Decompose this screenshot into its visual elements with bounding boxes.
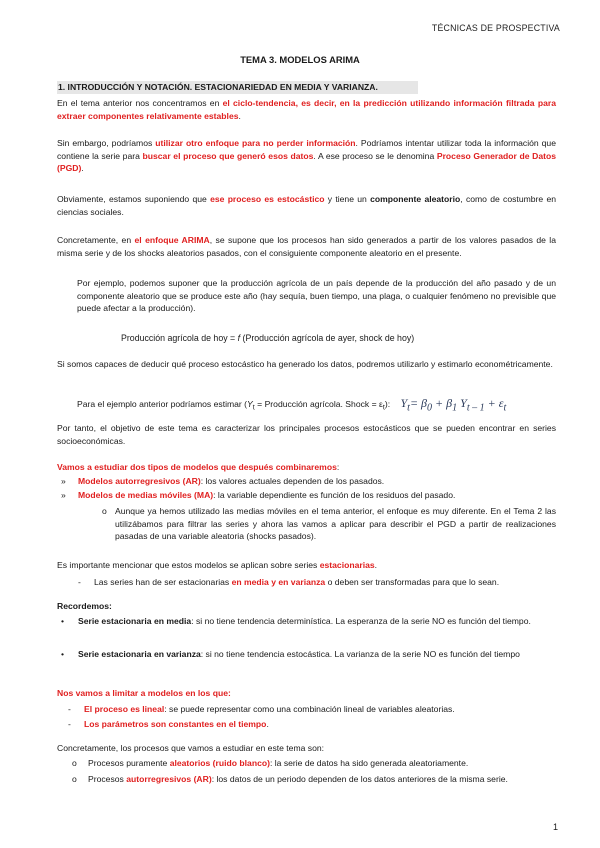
paragraph-3 — [57, 193, 556, 218]
bullet-marker: - — [68, 704, 71, 714]
proc2-text: Procesos — [88, 774, 127, 784]
rec2-label: Serie estacionaria en varianza — [78, 649, 201, 659]
ar-label: Modelos autorregresivos (AR) — [78, 476, 201, 486]
bullet-marker: o — [72, 774, 77, 784]
eq-beta0: β — [421, 396, 428, 410]
p7-y-sub: t — [252, 403, 255, 412]
eq-y: Y — [400, 396, 408, 410]
bullet-marker: • — [61, 616, 65, 626]
dash1-highlight: en media y en varianza — [231, 577, 326, 587]
bullet-marker: o — [102, 506, 107, 516]
formula-right: (Producción agrícola de ayer, shock de hoy) — [240, 333, 415, 343]
p4-end: , se supone que los procesos han sido generados a partir de los valores pasados de la misma serie y de los shocks aleatorios pasados, con el consiguiente componente aleatorio en el presente. — [57, 235, 556, 258]
page-title: TEMA 3. MODELOS ARIMA — [240, 54, 360, 65]
models-intro — [57, 461, 556, 474]
p1-text: En el tema anterior nos concentramos en — [57, 98, 223, 108]
eq-plus2: + — [484, 396, 499, 410]
p7-text-b: = Producción agrícola. Shock = ε — [254, 399, 383, 409]
paragraph-7 — [77, 397, 556, 415]
formula-left: Producción agrícola de hoy = — [121, 333, 238, 343]
eq-sub1: 1 — [452, 402, 458, 414]
p4-text-a: Concretamente, en — [57, 235, 135, 245]
bullet-rec-media — [61, 615, 556, 628]
paragraph-10: Concretamente, los procesos que vamos a estudiar en este tema son: — [57, 743, 325, 753]
lim1-label: El proceso es lineal — [84, 704, 165, 714]
lim2-end: . — [266, 719, 269, 729]
page-number: 1 — [552, 822, 558, 832]
paragraph-4 — [57, 234, 556, 259]
recordemos-heading: Recordemos: — [57, 601, 112, 611]
lim1-desc: : se puede representar como una combinación lineal de variables aleatorias. — [164, 704, 455, 714]
ma-desc: : la variable dependiente es función de los residuos del pasado. — [213, 490, 456, 500]
bullet-ma — [61, 489, 556, 502]
p1-highlight: el ciclo-tendencia, es decir, en la predicción utilizando información filtrada para extraer componentes relativamente estables — [57, 98, 556, 121]
dash1-text: Las series han de ser estacionarias — [94, 577, 232, 587]
p7-e-sub: t — [382, 403, 385, 412]
p9-end: . — [374, 560, 378, 570]
p2-text-a: Sin embargo, podríamos — [57, 138, 156, 148]
bullet-marker: - — [68, 719, 71, 729]
ar-desc: : los valores actuales dependen de los pasados. — [200, 476, 385, 486]
proc1-highlight: aleatorios (ruido blanco) — [169, 758, 270, 768]
eq-sub0: 0 — [427, 402, 433, 414]
ma-label: Modelos de medias móviles (MA) — [78, 490, 214, 500]
ma-sub-text: Aunque ya hemos utilizado las medias móviles en el tema anterior, el enfoque es muy diferente. En el Tema 2 las utilizábamos para filtrar las series y ahora las vamos a aplicar para describir el PGD a partir de realizaciones pasadas de una variable aleatoria (shocks pasados). — [115, 506, 556, 542]
bullet-marker: » — [61, 476, 66, 486]
bullet-ruido-blanco — [72, 757, 556, 770]
rec2-desc: : si no tiene tendencia estocástica. La varianza de la serie NO es función del tiempo — [200, 649, 520, 659]
lim2-label: Los parámetros son constantes en el tiempo — [84, 719, 267, 729]
eq-y-lag: Y — [457, 396, 467, 410]
eq-plus1: + — [432, 396, 447, 410]
eq-t: t — [407, 402, 410, 414]
rec1-desc: : si no tiene tendencia determinística. La esperanza de la serie NO es función del tiempo. — [191, 616, 531, 626]
eq-beta1: β — [446, 396, 453, 410]
proc2-highlight: autorregresivos (AR) — [126, 774, 212, 784]
p2-end: . — [81, 163, 84, 174]
p3-highlight: ese proceso es estocástico — [210, 194, 325, 204]
proc1-desc: : la serie de datos ha sido generada aleatoriamente. — [269, 758, 469, 768]
bullet-marker: » — [61, 490, 66, 500]
p2-text-c: . Podríamos intentar utilizar toda la información que contiene la serie para — [57, 138, 556, 161]
p3-bold: componente aleatorio — [370, 194, 461, 204]
p2-text-e: . A ese proceso se le denomina — [313, 150, 437, 161]
eq-epsilon: ε — [498, 396, 504, 410]
rec1-label: Serie estacionaria en media — [78, 616, 192, 626]
bullet-ar-process — [72, 773, 556, 786]
models-intro-text: Vamos a estudiar dos tipos de modelos que después combinaremos — [57, 462, 337, 472]
section-heading: 1. INTRODUCCIÓN Y NOTACIÓN. ESTACIONARIEDAD EN MEDIA Y VARIANZA. — [57, 81, 418, 94]
bullet-ma-sub — [102, 505, 556, 543]
p3-end: , como de costumbre en ciencias sociales. — [57, 194, 557, 217]
paragraph-5: Por ejemplo, podemos suponer que la producción agrícola de un país depende de la producción del año pasado y de un componente aleatorio que se produce este año (hay sequía, buen tiempo, una plaga, o cualquier fenómeno no previsible que puede afectar a la producción). — [77, 278, 556, 314]
paragraph-6: Si somos capaces de deducir qué proceso estocástico ha generado los datos, podremos utilizarlo y estimarlo econométricamente. — [57, 359, 553, 369]
bullet-marker: o — [72, 758, 77, 768]
paragraph-9 — [57, 559, 556, 572]
bullet-lineal — [68, 703, 556, 716]
paragraph-1 — [57, 97, 556, 122]
bullet-marker: - — [78, 577, 81, 587]
bullet-rec-varianza — [61, 648, 556, 661]
limit-heading: Nos vamos a limitar a modelos en los que: — [57, 688, 231, 698]
p2-highlight-1: utilizar otro enfoque para no perder información — [155, 138, 356, 148]
p9-text: Es importante mencionar que estos modelos se aplican sobre series — [57, 560, 320, 570]
p7-text-a: Para el ejemplo anterior podríamos estimar ( — [77, 399, 248, 409]
p3-text-a: Obviamente, estamos suponiendo que — [57, 194, 211, 204]
proc2-desc: : los datos de un periodo dependen de los datos anteriores de la misma serie. — [211, 774, 508, 784]
bullet-ar — [61, 475, 556, 488]
models-intro-colon: : — [336, 462, 340, 472]
bullet-parametros — [68, 718, 556, 731]
eq-sub2: t – 1 — [466, 402, 485, 414]
p2-highlight-3: Proceso Generador de Datos (PGD) — [57, 150, 556, 174]
paragraph-2 — [57, 137, 556, 175]
formula-example — [121, 332, 414, 345]
p4-highlight: el enfoque ARIMA — [134, 235, 210, 245]
eq-sub3: t — [503, 402, 507, 414]
p9-highlight: estacionarias — [319, 560, 375, 570]
proc1-text: Procesos puramente — [88, 758, 170, 768]
p1-end: . — [238, 110, 241, 121]
p7-end: ): — [384, 399, 391, 409]
p7-y: Y — [247, 399, 253, 409]
p3-text-c: y tiene un — [324, 194, 371, 204]
p2-highlight-2: buscar el proceso que generó esos datos — [142, 150, 314, 161]
regression-equation — [400, 396, 507, 414]
eq-sign: = — [409, 396, 422, 410]
dash1-end: o deben ser transformadas para que lo sean. — [325, 577, 500, 587]
running-header: TÉCNICAS DE PROSPECTIVA — [431, 23, 560, 33]
bullet-marker: • — [61, 649, 65, 659]
formula-f: f — [237, 333, 241, 343]
bullet-stationary — [78, 576, 556, 589]
paragraph-8: Por tanto, el objetivo de este tema es caracterizar los principales procesos estocásticos que se pueden encontrar en series socioeconómicas. — [57, 423, 556, 446]
